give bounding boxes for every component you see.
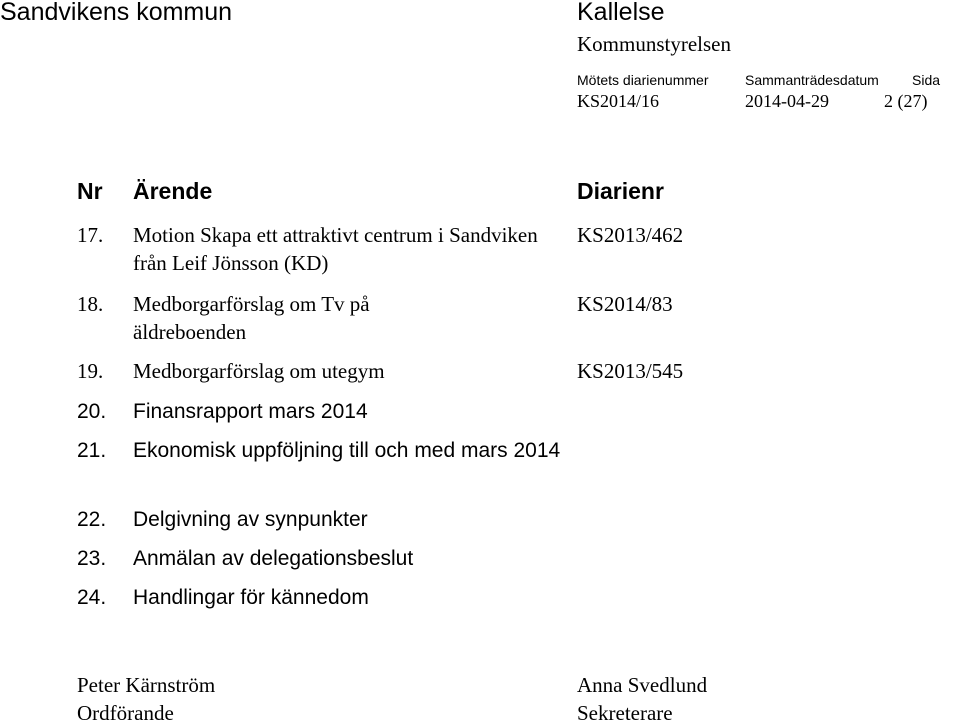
signature-role: Sekreterare (577, 701, 673, 725)
item-number: 22. (77, 508, 107, 531)
item-diarienr: KS2013/545 (577, 359, 684, 383)
item-title: Motion Skapa ett attraktivt centrum i Sandviken från Leif Jönsson (KD) (133, 223, 538, 275)
agenda-row (0, 584, 960, 612)
agenda-row (0, 398, 960, 426)
signature-role: Ordförande (77, 701, 174, 725)
column-header-nr: Nr (77, 178, 103, 204)
item-number: 19. (77, 359, 104, 383)
signature-name: Anna Svedlund (577, 673, 708, 697)
item-title: Finansrapport mars 2014 (133, 400, 368, 423)
signature-name: Peter Kärnström (77, 673, 216, 697)
item-number: 20. (77, 400, 107, 423)
item-diarienr: KS2013/462 (577, 223, 684, 247)
item-title: Ekonomisk uppföljning till och med mars 2014 (133, 439, 561, 462)
item-title: Medborgarförslag om Tv på äldreboenden (133, 292, 370, 344)
item-title: Medborgarförslag om utegym (133, 359, 385, 383)
item-title: Handlingar för kännedom (133, 586, 369, 609)
organization-name: Sandvikens kommun (0, 0, 233, 26)
agenda-row (0, 506, 960, 534)
agenda-row (0, 221, 960, 279)
agenda-row (0, 437, 960, 495)
document-type: Kallelse (577, 0, 665, 26)
meeting-number-value: KS2014/16 (577, 91, 660, 111)
agenda-row (0, 357, 960, 385)
page-value: 2 (27) (884, 91, 928, 111)
item-number: 18. (77, 292, 104, 316)
signature-block-chair (77, 671, 215, 727)
column-header-diarienr: Diarienr (577, 178, 664, 204)
signature-block-secretary (577, 671, 707, 727)
page-label: Sida (912, 72, 941, 88)
item-number: 17. (77, 223, 104, 247)
item-title: Delgivning av synpunkter (133, 508, 368, 531)
meeting-date-label: Sammanträdesdatum (745, 72, 879, 88)
agenda-row (0, 290, 960, 348)
item-number: 21. (77, 439, 107, 462)
item-diarienr: KS2014/83 (577, 292, 673, 316)
board-name: Kommunstyrelsen (577, 32, 731, 56)
item-number: 24. (77, 586, 107, 609)
agenda-row (0, 545, 960, 573)
item-title: Anmälan av delegationsbeslut (133, 547, 414, 570)
column-header-arende: Ärende (133, 178, 213, 204)
meeting-number-label: Mötets diarienummer (577, 72, 709, 88)
item-number: 23. (77, 547, 107, 570)
meeting-date-value: 2014-04-29 (745, 91, 829, 111)
